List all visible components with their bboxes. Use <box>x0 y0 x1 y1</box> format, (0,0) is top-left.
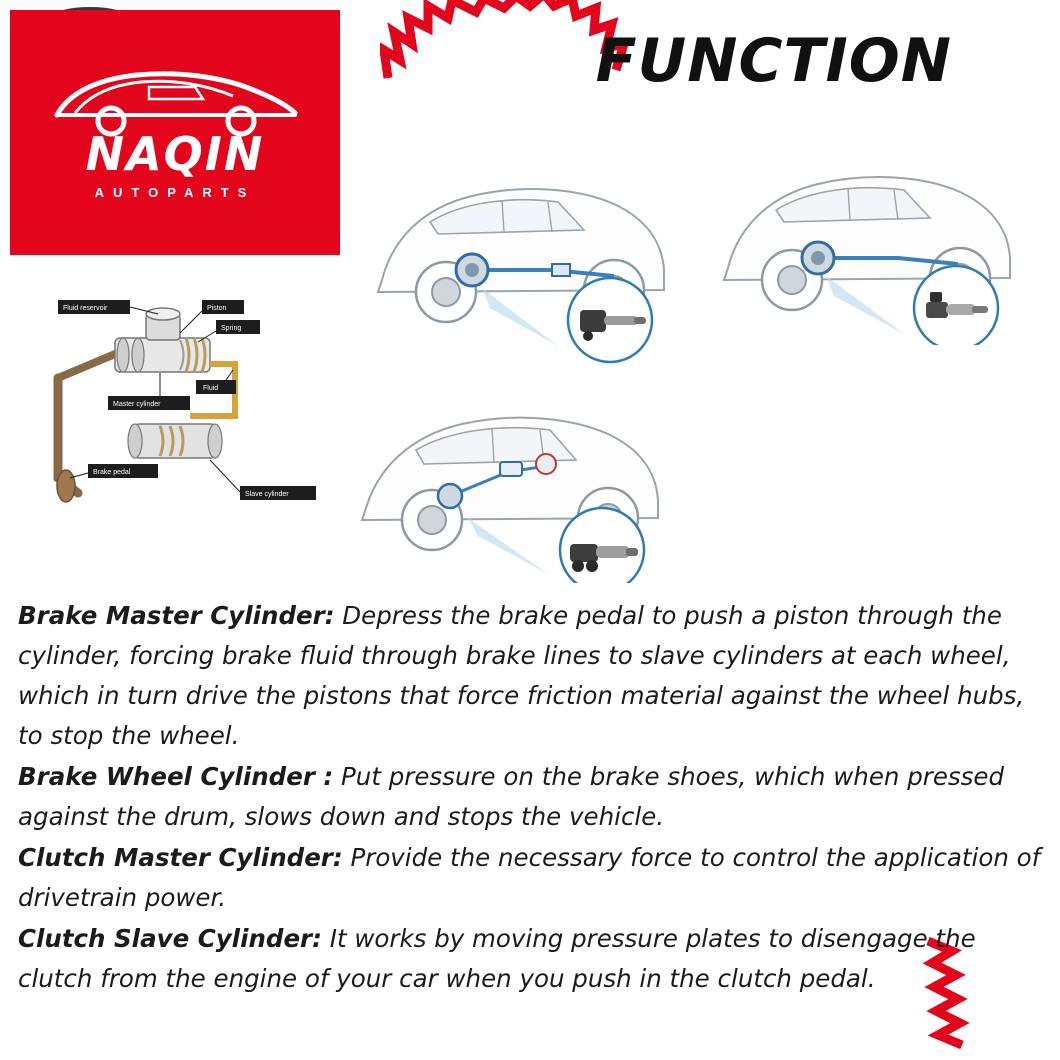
description-item <box>18 838 1048 918</box>
description-text: Depress the brake pedal to push a piston through the cylinder, forcing brake fluid through brake lines to slave cylinders at each wheel, which in turn drive the pistons that force friction material against the wheel hubs, to stop the wheel. <box>18 601 1025 750</box>
description-lead: Brake Wheel Cylinder : <box>18 762 334 791</box>
hydraulic-master-cylinder-diagram <box>20 278 330 528</box>
description-item <box>18 919 1048 999</box>
diagram-label: Piston <box>207 305 227 312</box>
description-lead: Clutch Slave Cylinder: <box>18 924 322 953</box>
function-description <box>18 596 1048 1000</box>
car-brake-master-cylinder-illustration <box>340 368 680 583</box>
page-title: FUNCTION <box>595 26 952 96</box>
diagram-label: Slave cylinder <box>245 491 289 498</box>
car-clutch-slave-cylinder-illustration <box>352 130 682 365</box>
diagram-label: Brake pedal <box>93 469 131 476</box>
brand-tagline: AUTOPARTS <box>94 185 256 200</box>
description-lead: Brake Master Cylinder: <box>18 601 335 630</box>
description-text: Put pressure on the brake shoes, which when pressed against the drum, slows down and stops the vehicle. <box>18 762 1005 831</box>
diagram-label: Spring <box>221 325 242 332</box>
description-text: Provide the necessary force to control the application of drivetrain power. <box>18 843 1041 912</box>
diagram-label: Fluid <box>203 385 219 392</box>
brand-logo-block <box>10 10 340 255</box>
diagram-label: Master cylinder <box>113 401 161 408</box>
description-text: It works by moving pressure plates to disengage the clutch from the engine of your car when you push in the clutch pedal. <box>18 924 976 993</box>
diagram-label: Fluid reservoir <box>63 305 108 312</box>
red-zigzag-arc-icon <box>380 0 630 85</box>
description-lead: Clutch Master Cylinder: <box>18 843 343 872</box>
description-item <box>18 596 1048 756</box>
car-clutch-master-cylinder-illustration <box>700 120 1030 345</box>
brand-name: NAQIN <box>85 127 265 181</box>
description-item <box>18 757 1048 837</box>
